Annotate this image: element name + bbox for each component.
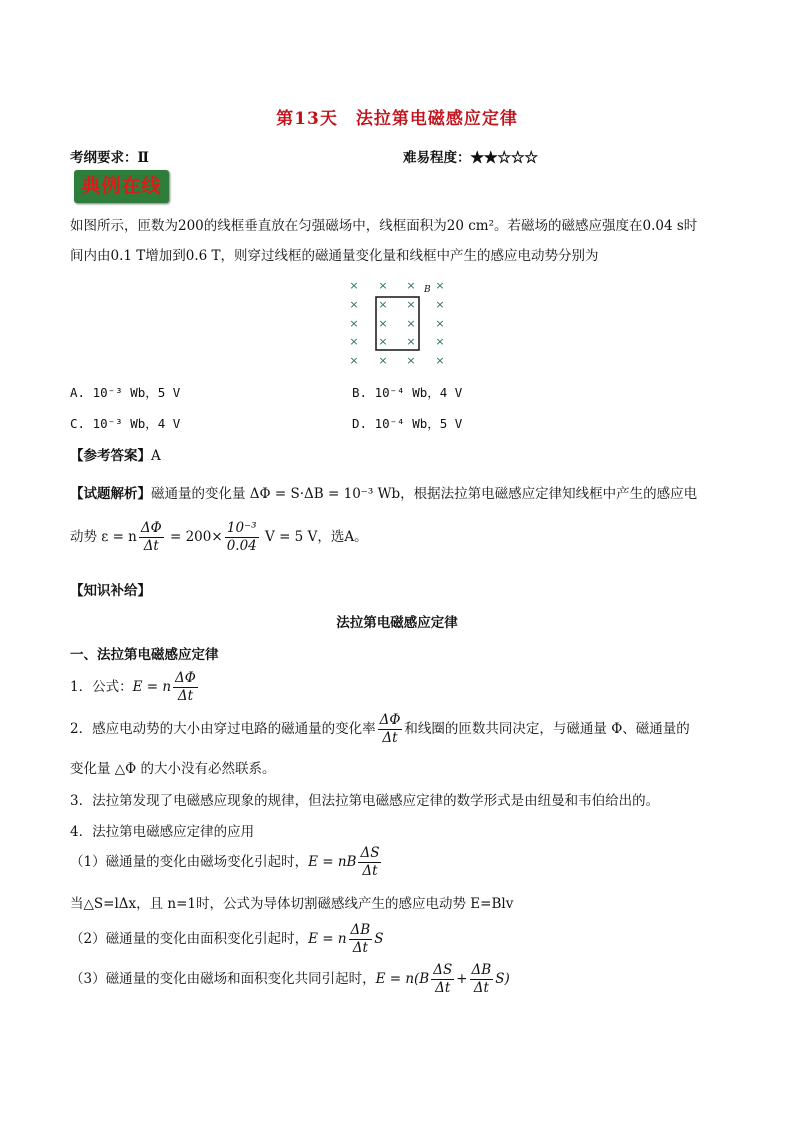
case-3 — [70, 962, 510, 997]
field-cross-mark: × — [378, 298, 388, 311]
point-1-fraction — [173, 670, 198, 705]
option-b: B. 10⁻⁴ Wb，4 V — [352, 385, 463, 400]
fraction-denominator: Δt — [382, 730, 398, 746]
fraction-denominator: Δt — [143, 538, 159, 554]
point-4: 4．法拉第电磁感应定律的应用 — [70, 824, 255, 840]
point-2-prefix: 2．感应电动势的大小由穿过电路的磁通量的变化率 — [70, 721, 376, 737]
exam-requirement: 考纲要求：Ⅱ — [70, 150, 149, 166]
example-badge-label: 典例在线 — [81, 175, 162, 197]
point-1 — [70, 670, 200, 705]
case-2-prefix: （2）磁通量的变化由面积变化引起时， — [70, 931, 309, 947]
case-3-tail: S) — [495, 971, 510, 987]
point-2-fraction — [378, 712, 403, 747]
option-c: C. 10⁻³ Wb，4 V — [70, 416, 181, 431]
fraction-denominator: Δt — [473, 980, 489, 996]
example-badge — [74, 170, 169, 203]
fraction-denominator: 0.04 — [226, 538, 257, 554]
subsection-title: 一、法拉第电磁感应定律 — [70, 647, 219, 663]
case-3-plus: + — [456, 971, 468, 987]
option-d: D. 10⁻⁴ Wb，5 V — [352, 416, 463, 431]
analysis-text-1: 磁通量的变化量 ΔΦ = S·ΔB = 10⁻³ Wb，根据法拉第电磁感应定律知线框中产生的感应电 — [151, 486, 698, 502]
fraction-numerator: ΔB — [350, 922, 371, 938]
field-label-b: B — [424, 285, 431, 295]
fraction-denominator: Δt — [435, 980, 451, 996]
case-2-fraction — [349, 922, 373, 957]
case-1-fraction — [358, 845, 381, 880]
case-2-tail: S — [374, 931, 384, 947]
field-cross-mark: × — [406, 317, 416, 330]
field-cross-mark: × — [349, 335, 359, 348]
analysis-line-2 — [70, 520, 740, 555]
option-a: A. 10⁻³ Wb，5 V — [70, 385, 181, 400]
field-cross-mark: × — [435, 317, 445, 330]
fraction-numerator: ΔS — [433, 962, 453, 978]
answer-label: 【参考答案】 — [70, 448, 151, 464]
value-fraction — [225, 520, 259, 555]
field-cross-mark: × — [435, 354, 445, 367]
point-2 — [70, 712, 740, 747]
magnetic-field-figure — [340, 276, 460, 371]
case-3-fraction-2 — [470, 962, 494, 997]
point-3: 3．法拉第发现了电磁感应现象的规律，但法拉第电磁感应定律的数学形式是由纽曼和韦伯给出的。 — [70, 793, 660, 809]
case-1-formula: E = nB — [308, 854, 357, 870]
fraction-numerator: ΔB — [471, 962, 492, 978]
field-cross-mark: × — [435, 279, 445, 292]
emf-mid: = 200× — [165, 529, 223, 545]
case-2-formula: E = n — [308, 931, 347, 947]
fraction-denominator: Δt — [362, 863, 378, 879]
point-1-prefix: 1．公式： — [70, 679, 133, 695]
analysis-line-1 — [70, 482, 740, 502]
case-3-prefix: （3）磁通量的变化由磁场和面积变化共同引起时， — [70, 971, 376, 987]
question-line-2: 间内由0.1 T增加到0.6 T，则穿过线框的磁通量变化量和线框中产生的感应电动势分别为 — [70, 248, 599, 264]
fraction-denominator: Δt — [177, 688, 194, 704]
case-3-formula: E = n(B — [375, 971, 430, 987]
fraction-numerator: ΔS — [360, 845, 380, 861]
fraction-denominator: Δt — [352, 940, 368, 956]
case-3-fraction-1 — [431, 962, 454, 997]
answer-row — [70, 444, 161, 464]
fraction-numerator: ΔΦ — [140, 520, 162, 536]
case-1-prefix: （1）磁通量的变化由磁场变化引起时， — [70, 854, 309, 870]
analysis-label: 【试题解析】 — [70, 486, 151, 502]
field-cross-mark: × — [406, 354, 416, 367]
field-cross-mark: × — [349, 354, 359, 367]
point-2-line-2: 变化量 △Φ 的大小没有必然联系。 — [70, 761, 276, 777]
field-cross-mark: × — [378, 354, 388, 367]
flux-rate-fraction — [139, 520, 164, 555]
field-cross-mark: × — [349, 317, 359, 330]
field-cross-mark: × — [406, 279, 416, 292]
field-cross-mark: × — [378, 335, 388, 348]
case-2 — [70, 922, 383, 957]
section-title: 法拉第电磁感应定律 — [336, 615, 458, 631]
question-line-1: 如图所示，匝数为200的线框垂直放在匀强磁场中，线框面积为20 cm²。若磁场的磁感应强度在0.04 s时 — [70, 218, 698, 234]
difficulty-rating: 难易程度：★★☆☆☆ — [403, 150, 538, 166]
emf-prefix: 动势 ε = n — [70, 529, 137, 545]
supplement-label: 【知识补给】 — [70, 583, 151, 599]
field-cross-mark: × — [435, 298, 445, 311]
field-cross-mark: × — [349, 279, 359, 292]
case-1-note: 当△S=lΔx，且 n=1时，公式为导体切割磁感线产生的感应电动势 E=Blv — [70, 896, 514, 912]
field-cross-mark: × — [378, 317, 388, 330]
fraction-numerator: ΔΦ — [175, 670, 196, 686]
emf-suffix: V = 5 V，选A。 — [260, 529, 368, 545]
field-cross-mark: × — [406, 298, 416, 311]
case-1 — [70, 845, 383, 880]
field-cross-mark: × — [349, 298, 359, 311]
field-cross-mark: × — [406, 335, 416, 348]
answer-value: A — [151, 448, 161, 464]
field-cross-mark: × — [435, 335, 445, 348]
fraction-numerator: ΔΦ — [379, 712, 401, 728]
field-cross-mark: × — [378, 279, 388, 292]
fraction-numerator: 10⁻³ — [225, 520, 259, 538]
point-1-formula: E = n — [132, 679, 172, 695]
page-title: 第13天 法拉第电磁感应定律 — [276, 109, 518, 129]
question-text — [70, 211, 730, 271]
point-2-suffix: 和线圈的匝数共同决定，与磁通量 Φ、磁通量的 — [404, 721, 690, 737]
